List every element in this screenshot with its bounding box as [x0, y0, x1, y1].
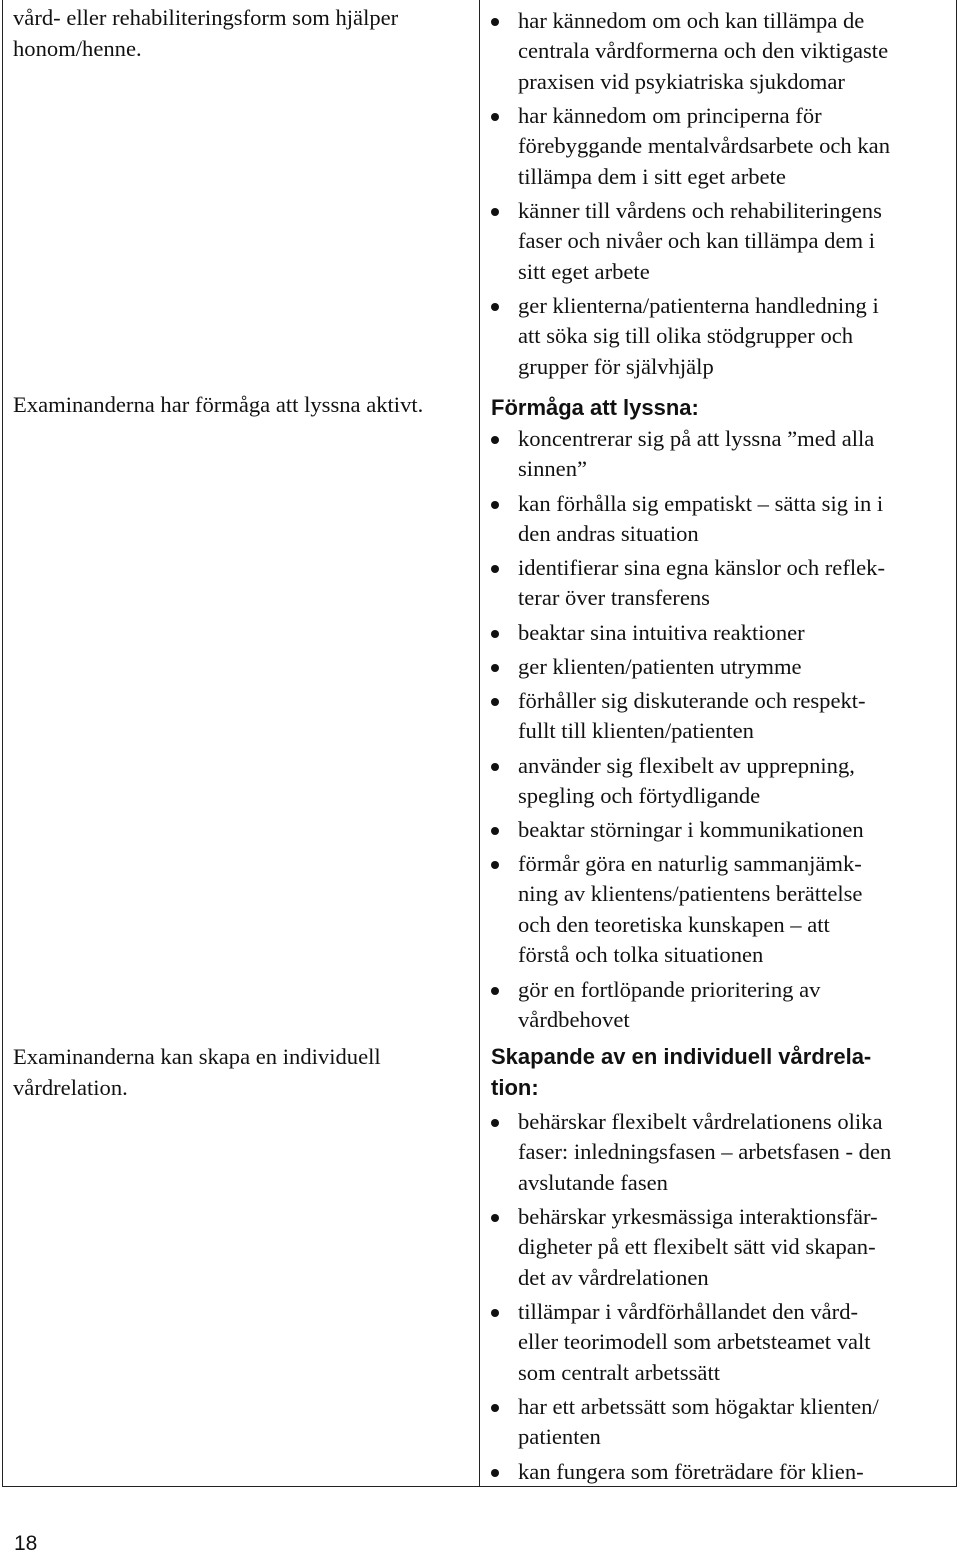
list-item-line: faser och nivåer och kan tillämpa dem i — [518, 228, 875, 254]
bullet-icon — [491, 501, 499, 509]
bullet-icon — [491, 1309, 499, 1317]
list-item-text — [518, 1107, 958, 1198]
list-item-line: tillämpa dem i sitt eget arbete — [518, 163, 786, 189]
left-text-3: Examinanderna kan skapa en individuell vårdrelation. — [13, 1044, 381, 1100]
list-item-line: eller teorimodell som arbetsteamet valt — [518, 1329, 871, 1355]
list-item-text — [518, 975, 958, 1036]
list-item-line: ning av klientens/patientens berättelse — [518, 881, 863, 907]
bullet-icon — [491, 1119, 499, 1127]
bullet-icon — [491, 113, 499, 121]
list-item-line: behärskar flexibelt vårdrelationens olika — [518, 1109, 883, 1134]
list-item-line: centrala vårdformerna och den viktigaste — [518, 38, 889, 64]
list-item-line: och den teoretiska kunskapen – att — [518, 911, 830, 937]
list-item-line: sitt eget arbete — [518, 258, 650, 284]
list-item-line: patienten — [518, 1424, 601, 1450]
list-item-line: förhåller sig diskuterande och respekt- — [518, 688, 866, 713]
list-item-line: terar över transferens — [518, 585, 710, 611]
list-item-text — [518, 618, 958, 648]
column-divider — [479, 0, 480, 1487]
list-item-line: behärskar yrkesmässiga interaktionsfär- — [518, 1204, 878, 1229]
list-item-text — [518, 849, 958, 970]
list-item-text — [518, 815, 958, 845]
bullet-icon — [491, 664, 499, 672]
list-item-text — [518, 196, 958, 287]
list-item-line: kan fungera som företrädare för klien- — [518, 1459, 864, 1484]
bullet-icon — [491, 208, 499, 216]
bullet-icon — [491, 630, 499, 638]
list-item-text — [518, 489, 958, 550]
heading-care-relation — [491, 1042, 946, 1103]
left-text-2: Examinanderna har förmåga att lyssna aktivt. — [13, 392, 424, 417]
list-item-text — [518, 6, 958, 97]
list-item-line: spegling och förtydligande — [518, 783, 761, 809]
list-item-line: avslutande fasen — [518, 1169, 668, 1195]
list-item-line: det av vårdrelationen — [518, 1264, 709, 1290]
list-item-line: faser: inledningsfasen – arbetsfasen - den — [518, 1139, 892, 1165]
list-item-line: har ett arbetssätt som högaktar klienten/ — [518, 1394, 879, 1419]
bullet-icon — [491, 303, 499, 311]
list-item-text — [518, 553, 958, 614]
bullet-icon — [491, 698, 499, 706]
list-item-line: ger klienterna/patienterna handledning i — [518, 293, 879, 318]
list-item-line: grupper för självhjälp — [518, 353, 714, 379]
list-item-text — [518, 686, 958, 747]
bullet-icon — [491, 763, 499, 771]
left-text-1: vård- eller rehabiliteringsform som hjälper honom/henne. — [13, 5, 399, 61]
list-item-line: känner till vårdens och rehabiliteringens — [518, 198, 882, 223]
list-item-line: praxisen vid psykiatriska sjukdomar — [518, 68, 845, 94]
bullet-icon — [491, 1469, 499, 1477]
list-item-line: ger klienten/patienten utrymme — [518, 654, 802, 679]
list-item-text — [518, 291, 958, 382]
list-item-text — [518, 652, 958, 682]
list-item-line: förstå och tolka situationen — [518, 941, 764, 967]
heading-care-relation-line-1: Skapande av en individuell vårdrela- — [491, 1044, 872, 1069]
list-item-text — [518, 424, 958, 485]
list-item-line: koncentrerar sig på att lyssna ”med alla — [518, 426, 875, 451]
list-item-line: sinnen” — [518, 456, 588, 482]
list-item-text — [518, 1297, 958, 1388]
heading-care-relation-line-2: tion: — [491, 1074, 539, 1100]
list-item-line: förebyggande mentalvårdsarbete och kan — [518, 133, 891, 159]
list-item-line: fullt till klienten/patienten — [518, 718, 754, 744]
bullet-icon — [491, 861, 499, 869]
list-item-line: att söka sig till olika stödgrupper och — [518, 323, 854, 349]
list-item-line: som centralt arbetssätt — [518, 1359, 721, 1385]
list-item-line: identifierar sina egna känslor och reflek- — [518, 555, 885, 580]
list-item-line: förmår göra en naturlig sammanjämk- — [518, 851, 862, 876]
list-item-text — [518, 1392, 958, 1453]
list-item-line: beaktar sina intuitiva reaktioner — [518, 620, 805, 645]
list-item-text — [518, 751, 958, 812]
list-item-line: tillämpar i vårdförhållandet den vård- — [518, 1299, 859, 1324]
bullet-icon — [491, 18, 499, 26]
list-item-line: har kännedom om principerna för — [518, 103, 822, 128]
list-item-text — [518, 101, 958, 192]
list-item-text — [518, 1457, 958, 1487]
list-item-line: kan förhålla sig empatiskt – sätta sig in i — [518, 491, 884, 516]
bullet-icon — [491, 1214, 499, 1222]
list-item-line: har kännedom om och kan tillämpa de — [518, 8, 865, 33]
list-item-line: digheter på ett flexibelt sätt vid skapan- — [518, 1234, 876, 1260]
bullet-icon — [491, 565, 499, 573]
list-item-line: använder sig flexibelt av upprepning, — [518, 753, 855, 778]
bullet-icon — [491, 436, 499, 444]
list-item-line: beaktar störningar i kommunikationen — [518, 817, 864, 842]
bullet-icon — [491, 1404, 499, 1412]
list-item-line: vårdbehovet — [518, 1007, 630, 1033]
page-number: 18 — [14, 1532, 38, 1555]
list-item-line: den andras situation — [518, 521, 699, 547]
bullet-icon — [491, 987, 499, 995]
bullet-icon — [491, 827, 499, 835]
heading-listening: Förmåga att lyssna: — [491, 395, 699, 420]
list-item-text — [518, 1202, 958, 1293]
list-item-line: gör en fortlöpande prioritering av — [518, 977, 821, 1002]
